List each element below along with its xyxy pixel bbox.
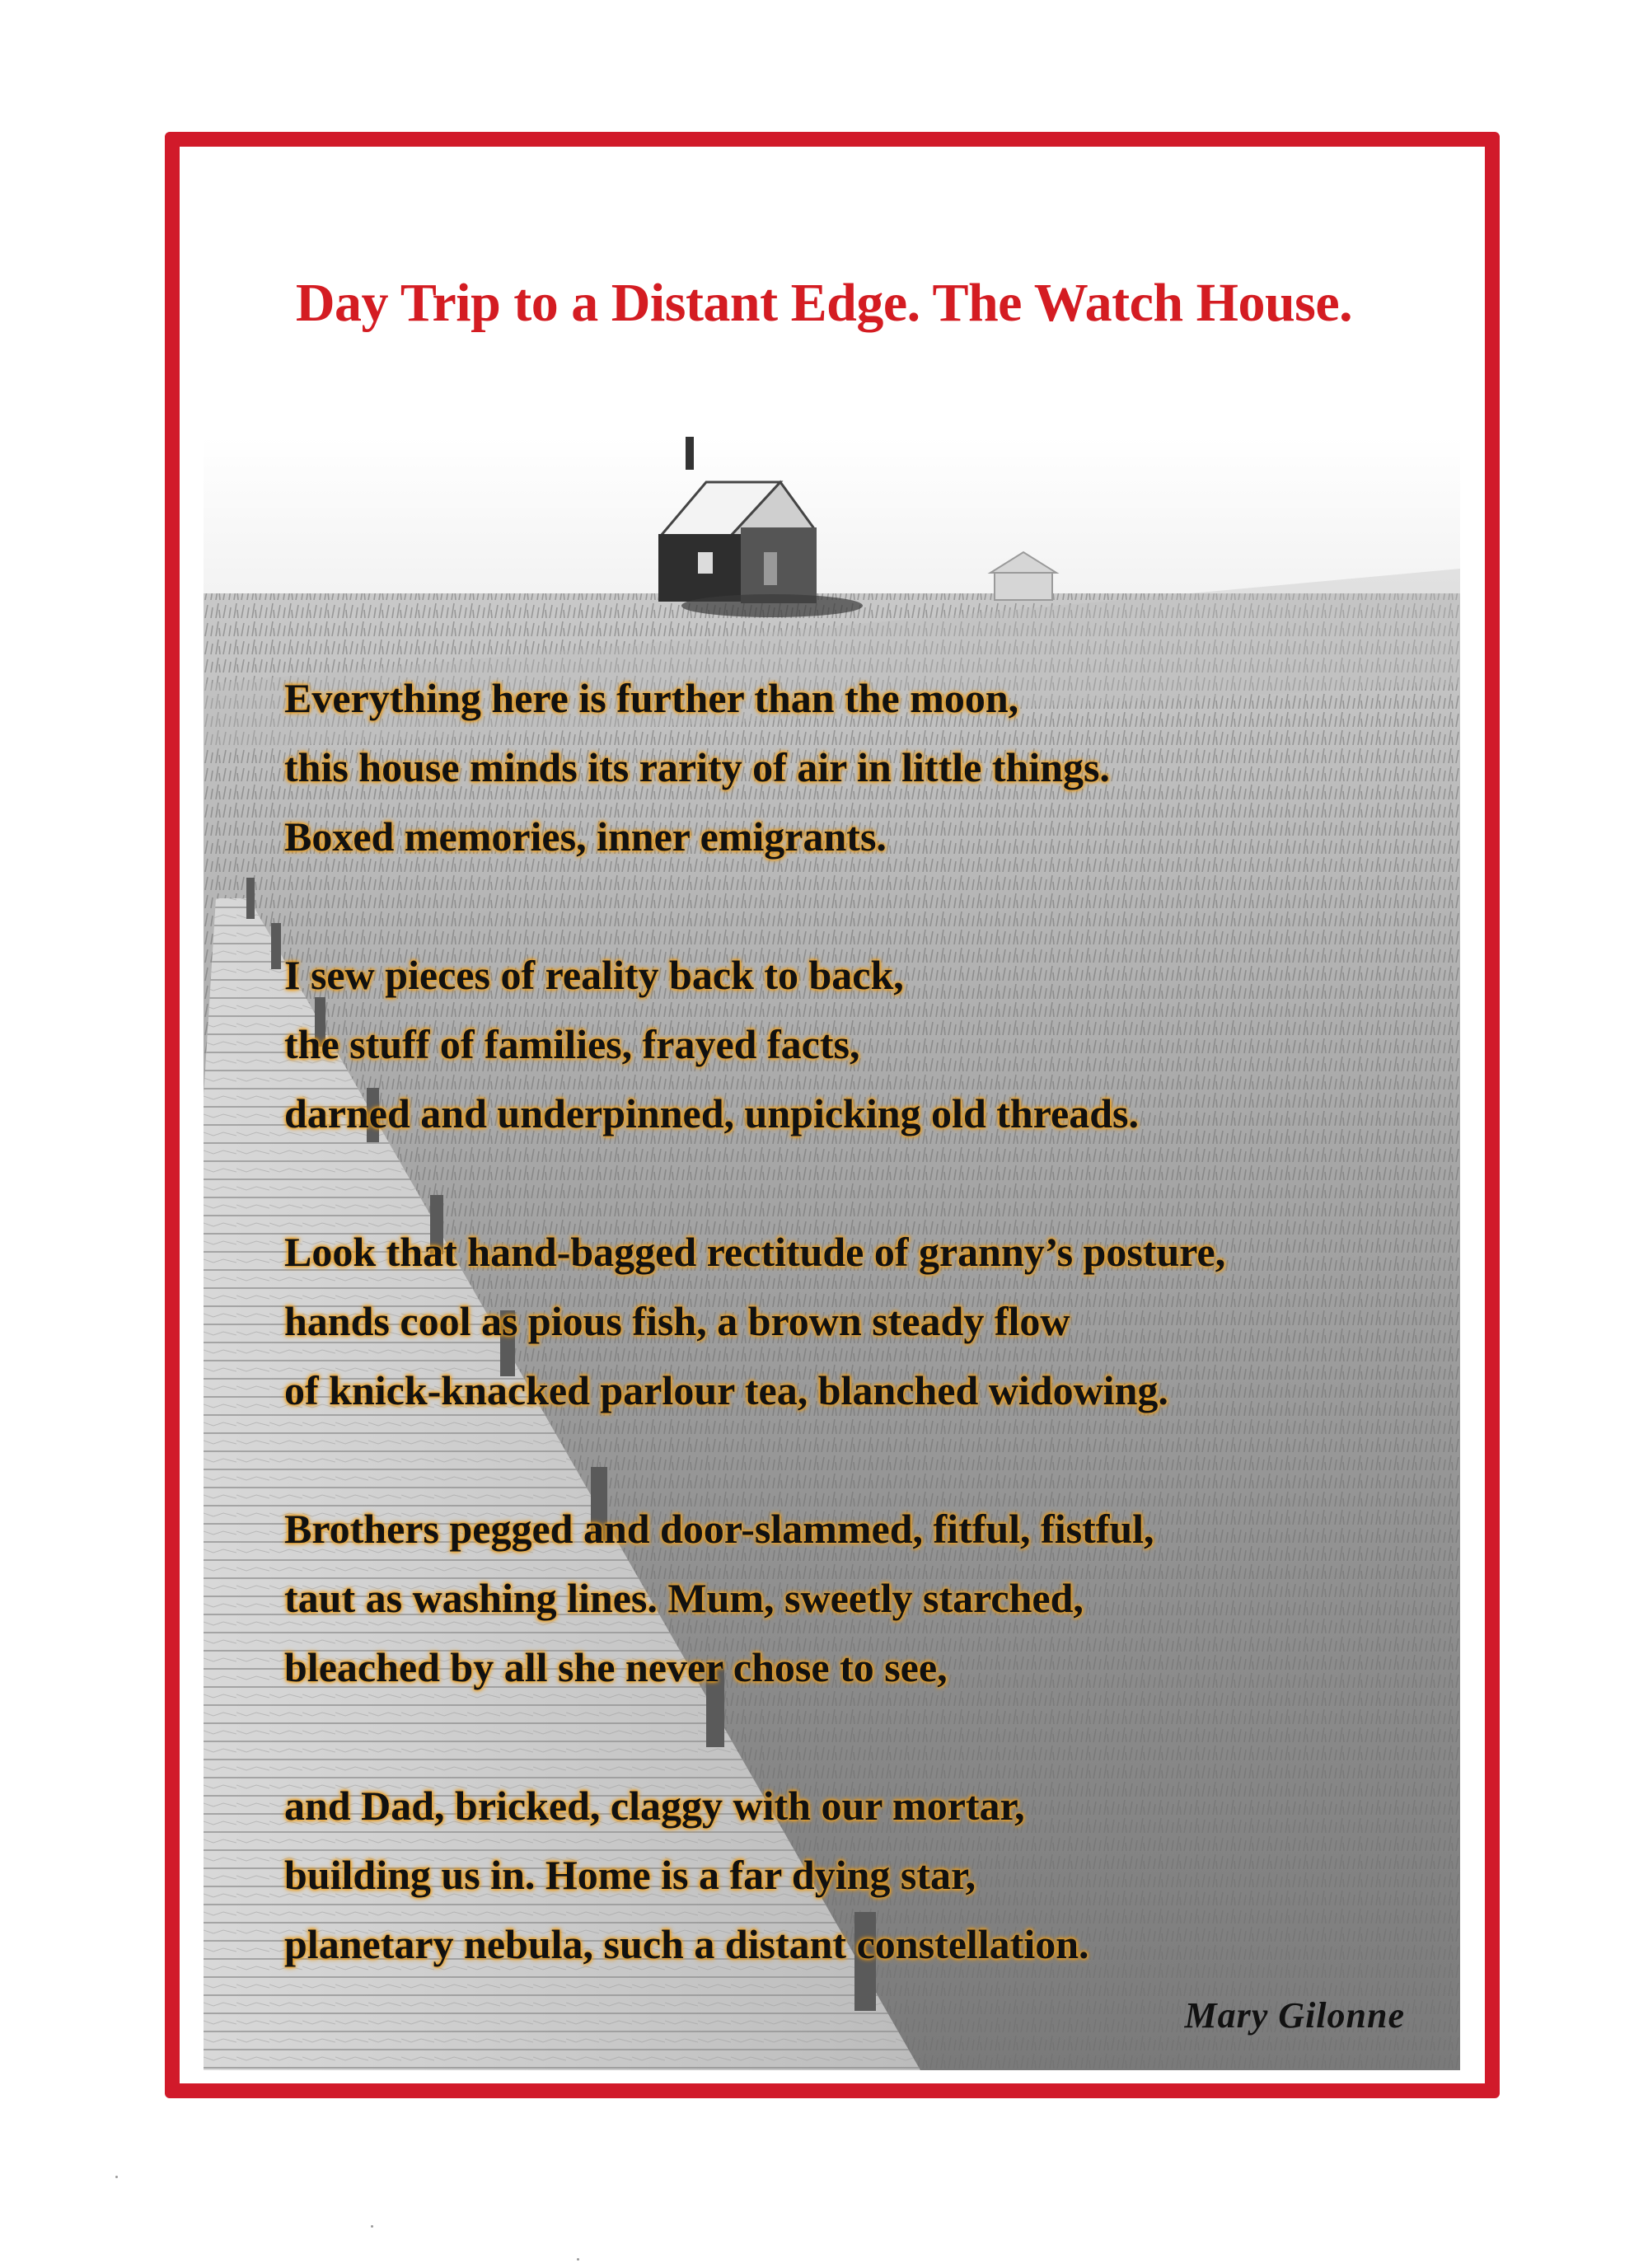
poem-body xyxy=(284,663,1454,1979)
poem-title: Day Trip to a Distant Edge. The Watch House. xyxy=(295,273,1353,333)
poem-line: taut as washing lines. Mum, sweetly starched, xyxy=(284,1575,1084,1621)
stanza-3 xyxy=(284,1217,1454,1425)
poem-line: planetary nebula, such a distant constellation. xyxy=(284,1921,1089,1967)
stanza-4 xyxy=(284,1494,1454,1702)
speck xyxy=(115,2176,118,2178)
poem-line: this house minds its rarity of air in little things. xyxy=(284,744,1110,790)
author-signature: Mary Gilonne xyxy=(1184,1995,1405,2036)
poem-line: bleached by all she never chose to see, xyxy=(284,1644,948,1690)
poem-line: of knick-knacked parlour tea, blanched widowing. xyxy=(284,1367,1168,1413)
poem-line: Brothers pegged and door-slammed, fitful, fistful, xyxy=(284,1506,1154,1552)
poem-line: Boxed memories, inner emigrants. xyxy=(284,813,887,860)
stanza-1 xyxy=(284,663,1454,871)
poem-line: darned and underpinned, unpicking old threads. xyxy=(284,1090,1139,1136)
poem-line: Look that hand-bagged rectitude of granny’s posture, xyxy=(284,1229,1226,1275)
speck xyxy=(371,2225,373,2228)
stanza-5 xyxy=(284,1771,1454,1979)
speck xyxy=(577,2258,579,2261)
poem-line: and Dad, bricked, claggy with our mortar, xyxy=(284,1783,1025,1829)
sky xyxy=(204,437,1460,602)
poem-line: hands cool as pious fish, a brown steady flow xyxy=(284,1298,1070,1344)
stanza-2 xyxy=(284,940,1454,1148)
poem-line: building us in. Home is a far dying star, xyxy=(284,1852,976,1898)
poem-line: Everything here is further than the moon, xyxy=(284,675,1019,721)
poem-line: I sew pieces of reality back to back, xyxy=(284,952,904,998)
poem-line: the stuff of families, frayed facts, xyxy=(284,1021,860,1067)
